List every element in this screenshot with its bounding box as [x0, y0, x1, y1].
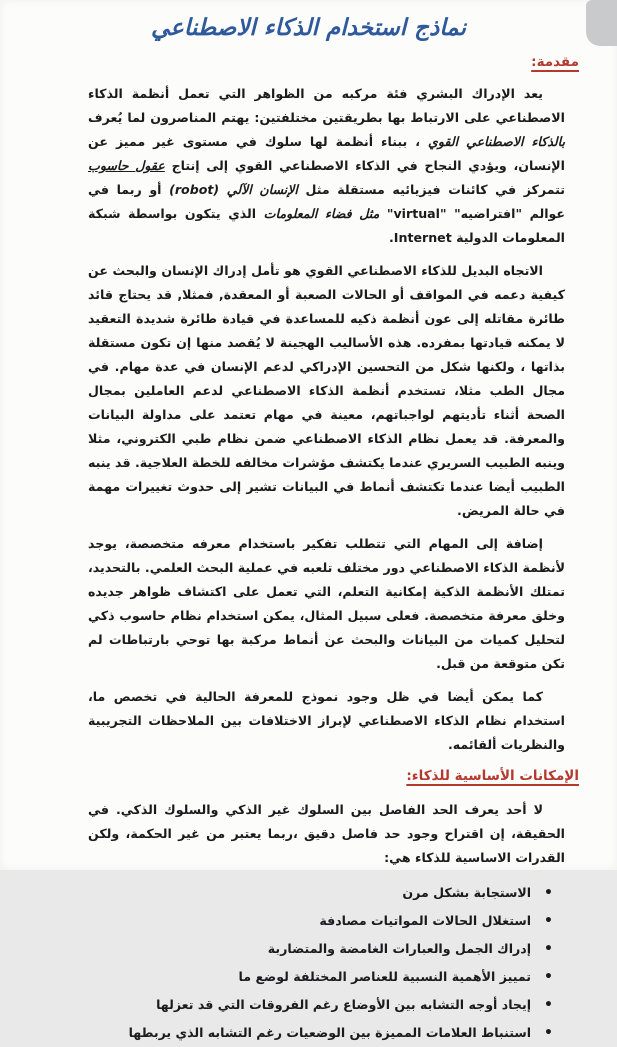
paragraph — [88, 685, 565, 757]
section-intro — [0, 52, 617, 757]
text-run: الذي يتكون بواسطة شبكة المعلومات الدولية — [88, 206, 565, 245]
text-run: ، ببناء أنظمة لها سلوك في مستوى غير مميز عن الإنسان، ويؤدي النجاح في الذكاء الاصطناعي القوي إلى إنتاج — [88, 134, 565, 173]
text-run — [379, 206, 387, 221]
paragraph — [88, 532, 565, 676]
text-run: . — [389, 230, 394, 245]
paragraph — [88, 259, 565, 523]
text-run: إضافة إلى المهام التي تتطلب تفكير باستخدام معرفه متخصصة، يوجد لأنظمة الذكاء الاصطناعي دور مختلف تلعبه في عملية البحث العلمي. بالتحديد، تمتلك الأنظمة الذكية إمكانية التعلم، التي تعمل على اكتشاف ظواهر جديده وخلق معرفة متخصصة. فعلى سبيل المثال، يمكن استخدام نظام حاسوب ذكي لتحليل كميات من البيانات والبحث عن أنماط مركبة بها توحي بارتباطات لم تكن متوقعة من قبل. — [88, 536, 565, 671]
text-run: كما يمكن أيضا في ظل وجود نموذج للمعرفة الحالية في تخصص ما، استخدام نظام الذكاء الاصطناعي لإبراز الاختلافات بين الملاحظات التجريبية والنظريات ألقائمه. — [88, 689, 565, 752]
list-item: • إيجاد أوجه التشابه بين الأوضاع رغم الفروقات التي قد تعزلها — [88, 991, 553, 1019]
paragraph — [88, 82, 565, 250]
intro-paragraphs — [0, 82, 617, 757]
list-item: • إدراك الجمل والعبارات الغامضة والمتضاربة — [88, 935, 553, 963]
section-capabilities — [0, 766, 617, 1047]
text-run: مثل فضاء المعلومات — [263, 206, 380, 221]
text-run: تتمركز في كائنات فيزيائيه مستقلة مثل — [297, 182, 566, 197]
document-title: نماذج استخدام الذكاء الاصطناعي — [151, 15, 466, 41]
list-item: • استغلال الحالات المواتيات مصادفة — [88, 907, 553, 935]
text-run: لا أحد يعرف الحد الفاصل بين السلوك غير الذكي والسلوك الذكي. في الحقيقة، إن اقتراح وجود حد فاصل دقيق ،ربما يعتبر من غير الحكمة، ولكن القدرات الاساسية للذكاء هي: — [88, 802, 565, 865]
capabilities-paragraphs — [0, 798, 617, 870]
list-item: • تمييز الأهمية النسبية للعناصر المختلفة لوضع ما — [88, 963, 553, 991]
text-run: "virtual" — [386, 206, 447, 221]
text-run: أو ربما في عوالم "افتراضيه" — [88, 182, 566, 221]
text-run: الإنسان الآلي (robot) — [169, 182, 298, 197]
intro-heading: مقدمة: — [531, 54, 579, 70]
text-run: عقول حاسوب — [88, 158, 165, 173]
text-run: الاتجاه البديل للذكاء الاصطناعي القوي هو تأمل إدراك الإنسان والبحث عن كيفية دعمه في المواقف أو الحالات الصعبة أو المعقدة, فمثلا, قد يحتاج قائد طائرة مقاتله إلى عون أنظمة ذكيه للمساعدة في قيادة طائرة شديدة التعقيد لا يمكنه قيادتها بمفرده. هذه الأساليب الهجينة لا يُقصد منها إن تكون مستقلة بذاتها ، ولكنها شكل من التحسين الإدراكي لدعم الإنسان في عدة مهام. في مجال الطب مثلا، تستخدم أنظمة الذكاء الاصطناعي لدعم العاملين بمجال الصحة أثناء تأديتهم لواجباتهم، معينة في مهام تعتمد على مداولة البيانات والمعرفة. قد يعمل نظام الذكاء الاصطناعي ضمن نظام طبي الكتروني، مثلا وينبه الطبيب السريري عندما يكتشف مؤشرات مخالفه للخطة العلاجية. قد ينبه الطبيب أيضا عندما تكتشف أنماط في البيانات تشير إلى حدوث تغييرات مهمة في حالة المريض. — [88, 263, 565, 518]
paragraph — [88, 798, 565, 870]
text-run: Internet — [393, 230, 452, 245]
text-run: يعد الإدراك البشري فئة مركبه من الظواهر التي تعمل أنظمة الذكاء الاصطناعي على الارتباط بها بطريقتين مختلفتين: يهتم المناصرون لما يُعرف — [88, 86, 565, 125]
page-corner-tab — [586, 0, 617, 46]
list-item: • استنباط العلامات المميزة بين الوضعيات رغم التشابه الذي يربطها — [88, 1019, 553, 1047]
text-run: بالذكاء الاصطناعي القوي — [428, 134, 565, 149]
capabilities-list — [88, 879, 553, 1047]
list-item: • الاستجابة بشكل مرن — [88, 879, 553, 907]
capabilities-heading: الإمكانات الأساسية للذكاء: — [406, 768, 579, 784]
